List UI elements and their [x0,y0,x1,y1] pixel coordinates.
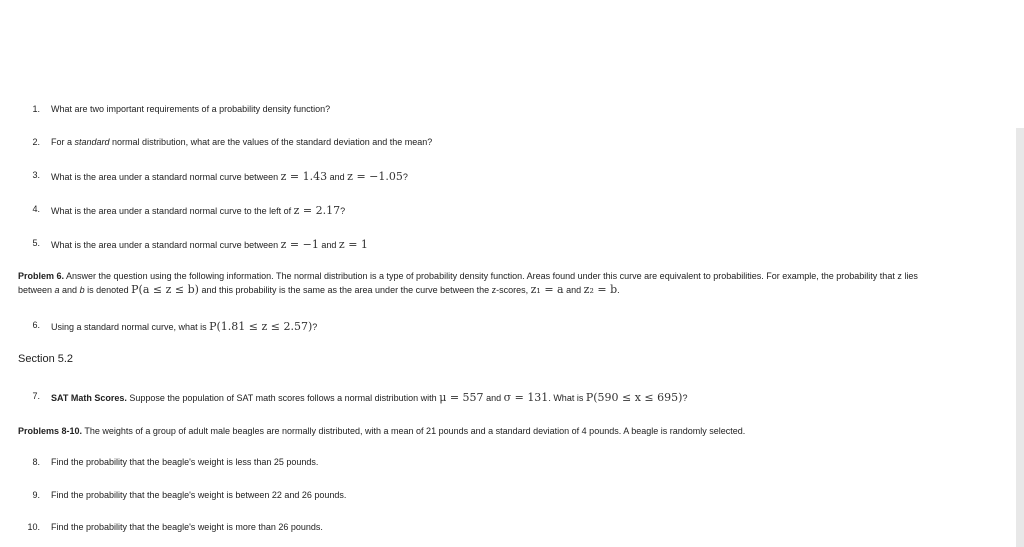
question-text: Find the probability that the beagle's weight is more than 26 pounds. [51,522,323,532]
text-part: ? [402,172,408,182]
problem-label: Problem 6. [18,271,65,281]
question-text [51,204,345,217]
math-expression: z = −1 [280,238,319,251]
math-expression: σ = 131 [503,391,549,404]
text-part: What is the area under a standard normal curve to the left of [51,206,294,216]
question-number: 6. [32,320,40,330]
question-text [51,170,408,183]
text-part: For a [51,137,75,147]
text-part: normal distribution, what are the values of the standard deviation and the mean? [109,137,433,147]
math-expression: z₁ = a [530,283,564,296]
math-expression: μ = 557 [439,391,484,404]
question-text: Find the probability that the beagle's weight is between 22 and 26 pounds. [51,490,347,500]
math-expression: P(1.81 ≤ z ≤ 2.57) [209,320,313,333]
question-number: 8. [32,457,40,467]
text-part: What is the area under a standard normal curve between [51,240,281,250]
math-expression: P(590 ≤ x ≤ 695) [585,391,683,404]
math-expression: z = −1.05 [347,170,403,183]
question-number: 9. [32,490,40,500]
text-part: Using a standard normal curve, what is [51,322,210,332]
question-text [51,391,687,404]
paragraph-line [18,283,1008,297]
text-part: and [327,172,348,182]
text-part: . [617,285,620,295]
question-number: 1. [32,104,40,114]
variable: b [79,285,85,295]
text-part: and [563,285,584,295]
text-part: . What is [548,393,586,403]
question-number: 5. [32,238,40,248]
paragraph-line [18,270,1008,283]
problem-label: Problems 8-10. [18,426,83,436]
text-part: ? [682,393,688,403]
question-text: What are two important requirements of a probability density function? [51,104,331,114]
problem-6-intro [18,270,1008,297]
text-part: and this probability is the same as the area under the curve between the z-scores, [198,285,531,295]
text-part: The weights of a group of adult male beagles are normally distributed, with a mean of 21 pounds and a standard deviation of 4 pounds. A beagle is randomly selected. [82,426,746,436]
question-number: 4. [32,204,40,214]
question-number: 7. [32,391,40,401]
text-part: Suppose the population of SAT math scores follows a normal distribution with [126,393,440,403]
math-expression: z₂ = b [583,283,618,296]
question-number: 3. [32,170,40,180]
section-heading: Section 5.2 [18,353,74,365]
math-expression: P(a ≤ z ≤ b) [131,283,199,296]
math-expression: z = 2.17 [293,204,341,217]
text-part: and [483,393,504,403]
text-part: between [18,285,55,295]
emphasis-text: standard [74,137,110,147]
question-label: SAT Math Scores. [51,393,127,403]
text-part: is denoted [84,285,132,295]
text-part: ? [340,206,346,216]
question-text [51,238,368,251]
question-number: 2. [32,137,40,147]
variable: a [54,285,60,295]
math-expression: z = 1.43 [280,170,328,183]
text-part: What is the area under a standard normal curve between [51,172,281,182]
question-text: Find the probability that the beagle's weight is less than 25 pounds. [51,457,319,467]
math-expression: z = 1 [338,238,368,251]
question-number: 10. [27,522,40,532]
vertical-scrollbar[interactable] [1016,128,1024,547]
problems-8-10-intro [18,425,1008,438]
text-part: ? [312,322,318,332]
question-text [51,137,432,147]
text-part: Answer the question using the following information. The normal distribution is a type of probability density function. Areas found under this curve are equivalent to probabilities. For example, the probability that z lies [64,271,918,281]
text-part: and [59,285,80,295]
text-part: and [318,240,339,250]
question-text [51,320,317,333]
